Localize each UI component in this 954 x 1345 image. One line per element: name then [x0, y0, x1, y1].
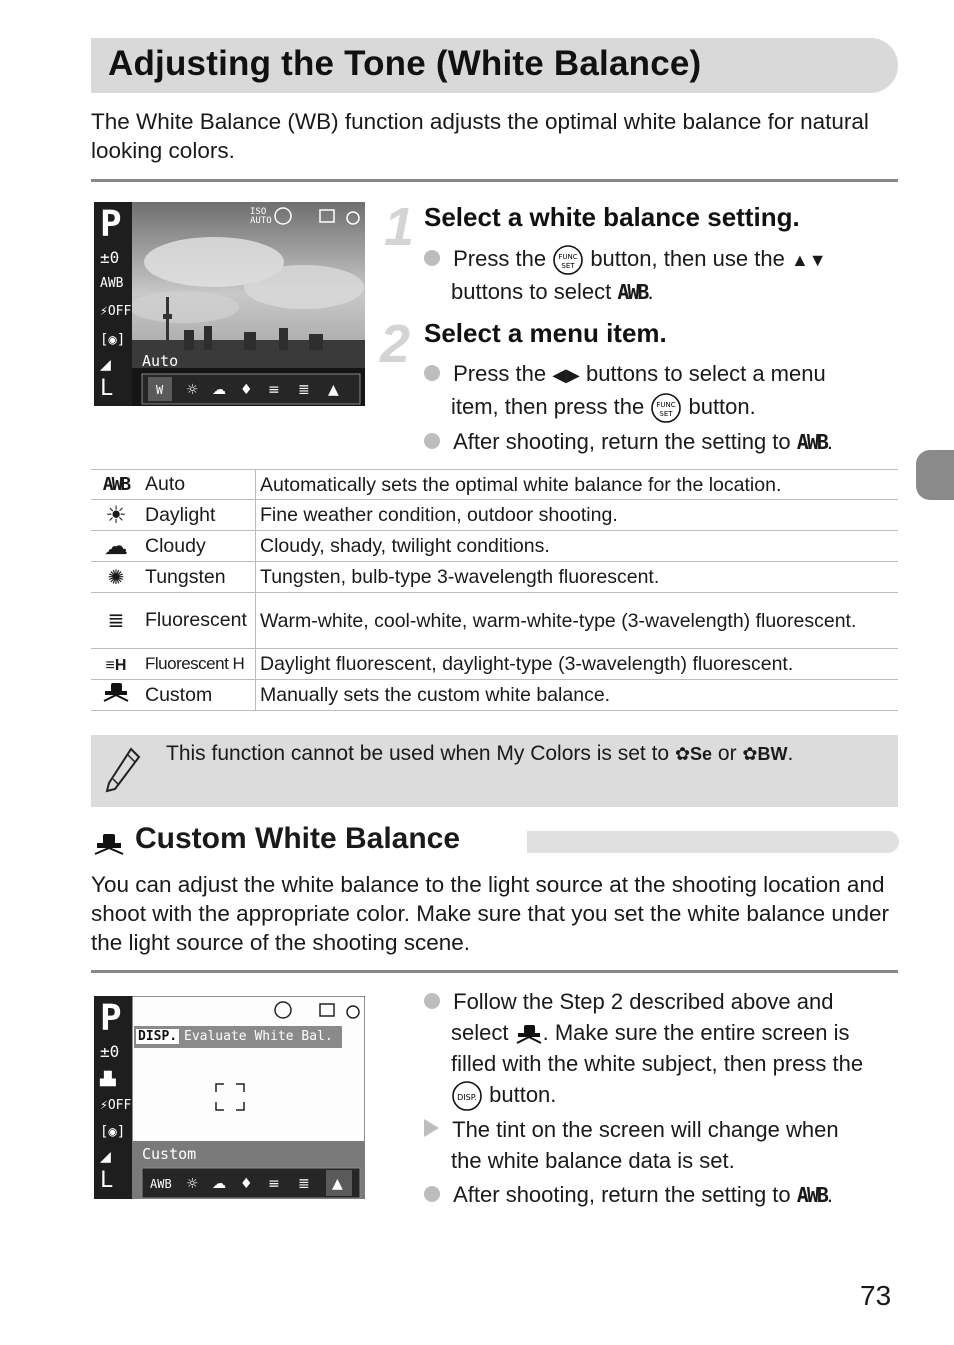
wb-mode-name: Fluorescent H — [141, 649, 256, 680]
svg-text:FUNC: FUNC — [656, 401, 676, 410]
table-row — [91, 593, 898, 649]
wb-mode-name: Fluorescent — [141, 593, 256, 649]
bullet-dot — [424, 433, 440, 449]
size-icon: L — [100, 376, 114, 401]
svg-text:≣: ≣ — [298, 382, 310, 398]
custom-wb-steps: Follow the Step 2 described above and select . Make sure the entire screen is filled with the white subject, then press the DISP. button. The tint on the screen will change when the white balance data is set. After shooting, return the setting to AWB. — [424, 986, 904, 1211]
awb-icon: AWB — [91, 470, 141, 500]
iso-auto-icon: ISO AUTO — [250, 207, 272, 226]
wb-mode-description: Cloudy, shady, twilight conditions. — [256, 531, 899, 562]
quality-icon: ◢ — [100, 1146, 111, 1167]
svg-text:▲: ▲ — [332, 1176, 343, 1192]
camera-screen-custom — [94, 996, 365, 1199]
section-title: Custom White Balance — [135, 822, 461, 855]
up-down-arrows-icon: ▲▼ — [790, 250, 827, 270]
sepia-icon: ✿Se — [674, 744, 713, 764]
bullet-dot — [424, 1186, 440, 1202]
svg-text:≡: ≡ — [268, 1176, 280, 1192]
custom-wb-icon — [515, 1023, 543, 1045]
bullet-dot — [424, 250, 440, 266]
wb-mode-description: Tungsten, bulb-type 3-wavelength fluorescent. — [256, 562, 899, 593]
wb-label: Custom — [142, 1145, 197, 1163]
camera-screen-auto — [94, 202, 365, 406]
wb-mode-description: Fine weather condition, outdoor shooting. — [256, 500, 899, 531]
svg-text:♦: ♦ — [240, 382, 253, 398]
awb-icon: AWB — [796, 1183, 827, 1208]
func-set-button-icon — [552, 244, 584, 276]
metering-icon: [◉] — [100, 332, 126, 348]
table-row — [91, 680, 898, 711]
svg-text:▲: ▲ — [328, 382, 339, 398]
screen-sidebar — [94, 202, 132, 406]
wb-mode-description: Daylight fluorescent, daylight-type (3-wavelength) fluorescent. — [256, 649, 899, 680]
step-number-2: 2 — [380, 314, 411, 374]
bullet-dot — [424, 993, 440, 1009]
wb-mode-description: Manually sets the custom white balance. — [256, 680, 899, 711]
bullet-dot — [424, 365, 440, 381]
svg-text:☼: ☼ — [186, 1176, 199, 1192]
svg-text:SET: SET — [561, 262, 575, 271]
divider — [91, 179, 898, 182]
awb-icon: AWB — [617, 280, 648, 305]
section-body: You can adjust the white balance to the light source at the shooting location and shoot with the appropriate color. Make sure that you set the white balance under the light source of the shooting scene. — [91, 872, 889, 955]
wb-mode-description: Automatically sets the optimal white balance for the location. — [256, 470, 899, 500]
disp-button-label: DISP. — [138, 1029, 178, 1044]
svg-text:☼: ☼ — [186, 382, 199, 398]
wb-mode-name: Auto — [141, 470, 256, 500]
wb-mode-name: Daylight — [141, 500, 256, 531]
svg-text:☁: ☁ — [212, 1176, 226, 1192]
table-row — [91, 562, 898, 593]
custom-wb-icon — [93, 832, 125, 856]
step-2-bullets: Press the ◀▶ buttons to select a menu item, then press the FUNC SET button. After shooting, return the setting to AWB. — [424, 358, 894, 458]
screen-sidebar — [94, 996, 132, 1199]
wb-mode-description: Warm-white, cool-white, warm-white-type (3-wavelength) fluorescent. — [256, 593, 899, 649]
bw-icon: ✿BW — [742, 744, 788, 764]
pencil-icon — [103, 745, 143, 795]
svg-text:≣: ≣ — [298, 1176, 310, 1192]
svg-text:SET: SET — [659, 410, 673, 419]
quality-icon: ◢ — [100, 354, 111, 375]
wb-mode-name: Cloudy — [141, 531, 256, 562]
svg-text:FUNC: FUNC — [558, 253, 578, 262]
custom-icon — [91, 680, 141, 711]
fluorescent-h-icon: ≡H — [91, 649, 141, 680]
exposure-value: ±0 — [100, 248, 120, 267]
exposure-value: ±0 — [100, 1042, 120, 1061]
size-icon: L — [100, 1168, 114, 1193]
page-title: Adjusting the Tone (White Balance) — [108, 44, 702, 83]
flash-off-icon: ⚡OFF — [100, 1098, 132, 1113]
table-row — [91, 649, 898, 680]
svg-text:AWB: AWB — [150, 1177, 172, 1191]
intro-text: The White Balance (WB) function adjusts the optimal white balance for natural looking colors. — [91, 109, 869, 163]
wb-label: Auto — [142, 352, 179, 370]
wb-mode-name: Tungsten — [141, 562, 256, 593]
func-set-button-icon — [650, 392, 682, 424]
note-text: This function cannot be used when My Colors is set to ✿Se or ✿BW. — [166, 742, 794, 765]
table-row — [91, 531, 898, 562]
step-1-heading: Select a white balance setting. — [424, 202, 800, 232]
fluorescent-icon: ≣ — [91, 593, 141, 649]
custom-wb-icon: ▟▙ — [100, 1072, 116, 1087]
cloudy-icon: ☁ — [91, 531, 141, 562]
mode-indicator: P — [100, 204, 122, 245]
flash-off-icon: ⚡OFF — [100, 304, 132, 319]
awb-icon: AWB — [796, 430, 827, 455]
evaluate-white-bal-label: Evaluate White Bal. — [184, 1029, 333, 1044]
step-1-bullet: Press the FUNC SET button, then use the ▲▼ buttons to select AWB. — [424, 243, 894, 308]
step-2-heading: Select a menu item. — [424, 318, 667, 348]
step-number-1: 1 — [384, 197, 415, 257]
awb-icon: AWB — [100, 276, 124, 291]
svg-text:≡: ≡ — [268, 382, 280, 398]
svg-text:W: W — [156, 383, 164, 397]
page-number: 73 — [860, 1280, 892, 1311]
metering-icon: [◉] — [100, 1124, 126, 1140]
svg-text:☁: ☁ — [212, 382, 226, 398]
tungsten-icon: ✺ — [91, 562, 141, 593]
section-bar — [527, 831, 899, 853]
result-arrow-icon — [424, 1119, 439, 1137]
daylight-icon: ☀ — [91, 500, 141, 531]
table-row — [91, 500, 898, 531]
svg-text:♦: ♦ — [240, 1176, 253, 1192]
wb-mode-name: Custom — [141, 680, 256, 711]
divider — [91, 970, 898, 973]
disp-button-icon — [451, 1080, 483, 1112]
city-skyline-image — [94, 202, 365, 406]
white-balance-table — [91, 469, 898, 711]
mode-indicator: P — [100, 998, 122, 1039]
table-row — [91, 470, 898, 500]
left-right-arrows-icon: ◀▶ — [552, 365, 580, 385]
svg-text:DISP.: DISP. — [457, 1093, 477, 1103]
chapter-tab — [916, 450, 954, 500]
